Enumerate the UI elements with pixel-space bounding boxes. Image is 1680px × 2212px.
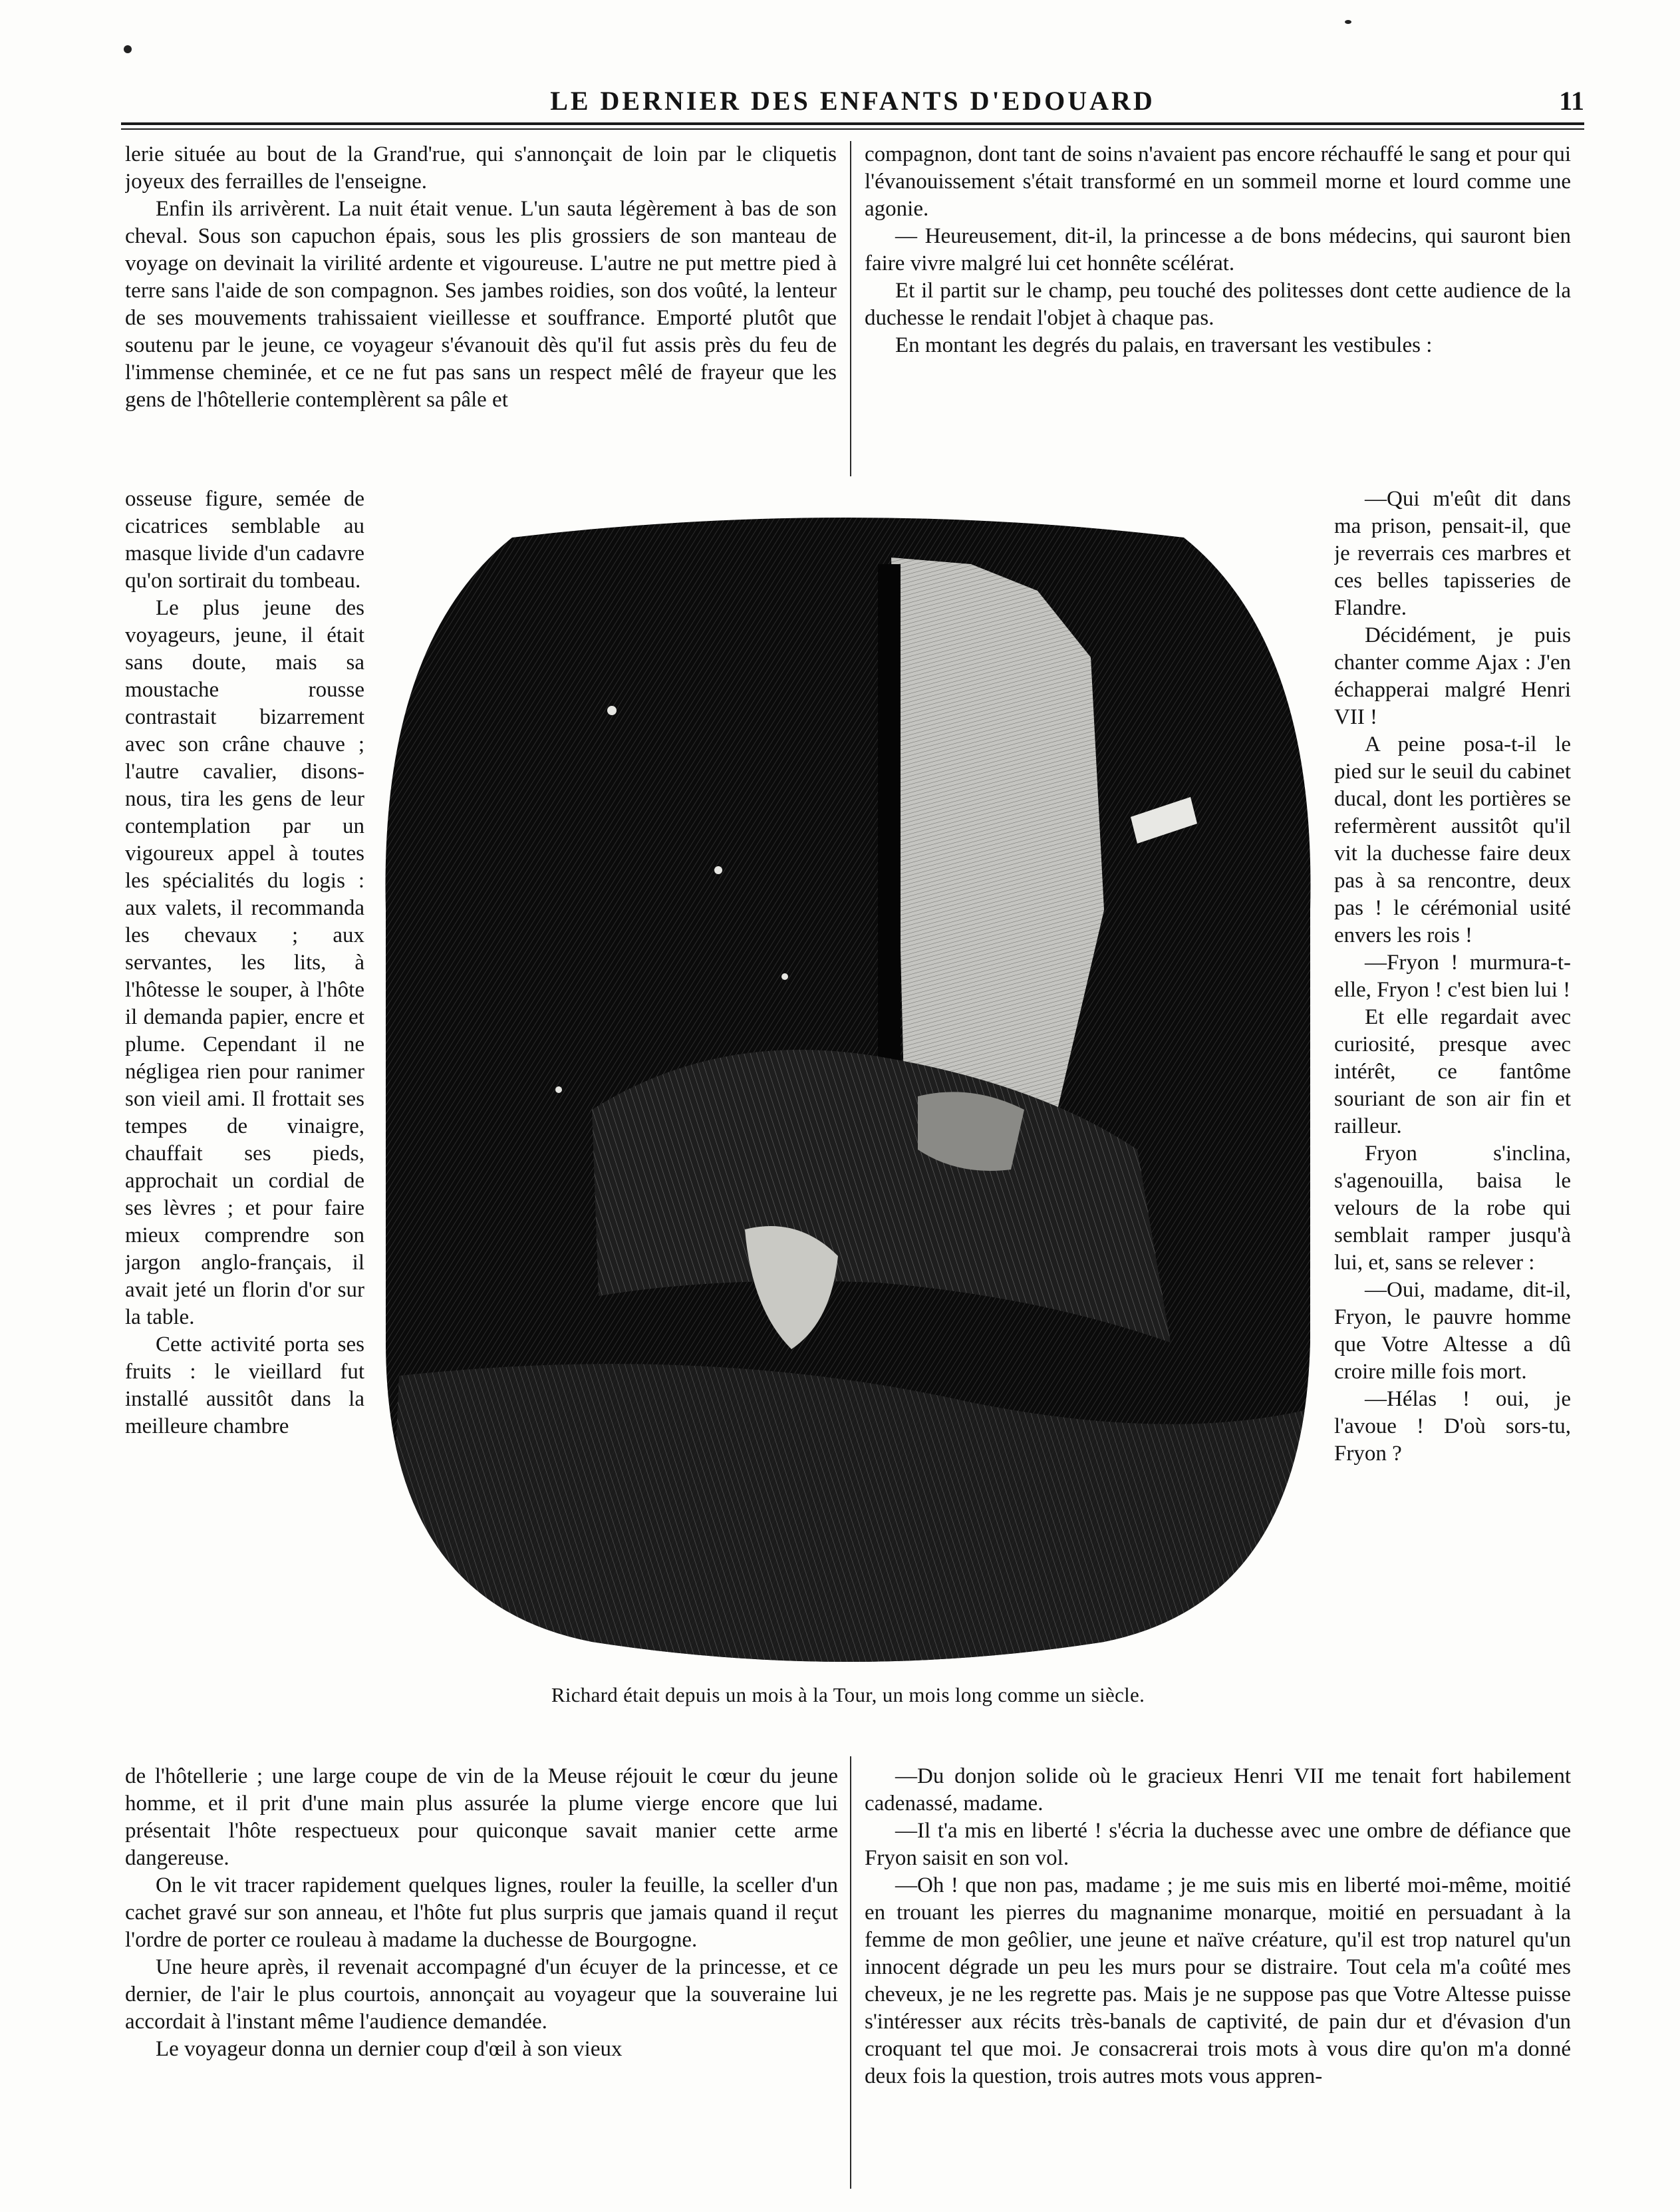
paragraph: Cette activité porta ses fruits : le vieillard fut installé aussitôt dans la meilleure chambre bbox=[125, 1333, 364, 1438]
paragraph: En montant les degrés du palais, en traversant les vestibules : bbox=[895, 333, 1433, 357]
paragraph: —Hélas ! oui, je l'avoue ! D'où sors-tu, Fryon ? bbox=[1334, 1387, 1571, 1466]
engraving-detail bbox=[555, 1086, 562, 1093]
paragraph: —Oh ! que non pas, madame ; je me suis mis en liberté moi-même, moitié en trouant les pierres du magnanime monarque, moitié en persuadant à la femme de mon geôlier, une jeune et naïve créature, qu'il est trop naturel qu'un innocent dégrade un peu les murs pour se distraire. Tout cela m'a coûté mes cheveux, je ne les regrette pas. Mais je ne suppose pas que Votre Altesse puisse s'intéresser aux récits très-banals de captivité, de pain dur et d'évasion d'un croquant tel que moi. Je consacrerai trois mots à vous dire qu'on m'a donné deux fois la question, trois autres mots vous appren- bbox=[865, 1873, 1571, 2088]
paragraph: osseuse figure, semée de cicatrices semblable au masque livide d'un cadavre qu'on sortirait du tombeau. bbox=[125, 487, 364, 593]
paragraph: lerie située au bout de la Grand'rue, qui s'annonçait de loin par le cliquetis joyeux des ferrailles de l'enseigne. bbox=[125, 142, 837, 194]
column-top-right bbox=[865, 141, 1571, 484]
window-frame bbox=[878, 564, 901, 1136]
paragraph: — Heureusement, dit-il, la princesse a de bons médecins, qui sauront bien faire vivre malgré lui cet honnête scélérat. bbox=[865, 224, 1571, 275]
header-rule bbox=[121, 122, 1584, 125]
paragraph: —Du donjon solide où le gracieux Henri VII me tenait fort habilement cadenassé, madame. bbox=[865, 1764, 1571, 1816]
paragraph: —Qui m'eût dit dans ma prison, pensait-il, que je reverrais ces marbres et ces belles tapisseries de Flandre. bbox=[1334, 487, 1571, 620]
paragraph: Enfin ils arrivèrent. La nuit était venue. L'un sauta légèrement à bas de son cheval. Sous son capuchon épais, sous les plis grossiers de son manteau de voyage on devinait la virilité ardente et vigoureuse. L'autre ne put mettre pied à terre sans l'aide de son compagnon. Ses jambes roidies, son dos voûté, la lenteur de ses mouvements trahissaient vieillesse et souffrance. Emporté plutôt que soutenu par le jeune, ce voyageur s'évanouit dès qu'il fut assis près du feu de l'immense cheminée, et ce ne fut pas sans un respect mêlé de frayeur que les gens de l'hôtellerie contemplèrent sa pâle et bbox=[125, 197, 837, 412]
engraving-detail bbox=[714, 866, 722, 874]
paragraph: de l'hôtellerie ; une large coupe de vin de la Meuse réjouit le cœur du jeune homme, et il prit d'une main plus assurée la plume vierge encore que lui présentait l'hôte respectueux pour quiconque savait manier cette arme dangereuse. bbox=[125, 1764, 838, 1870]
paragraph: On le vit tracer rapidement quelques lignes, rouler la feuille, la sceller d'un cachet gravé sur son anneau, et l'hôte fut plus surpris que jamais quand il reçut l'ordre de porter ce rouleau à madame la duchesse de Bourgogne. bbox=[125, 1873, 838, 1952]
page-header bbox=[121, 80, 1584, 120]
paragraph: compagnon, dont tant de soins n'avaient pas encore réchauffé le sang et pour qui l'évanouissement s'était transformé en un sommeil morne et lourd comme une agonie. bbox=[865, 142, 1571, 221]
paragraph: Le voyageur donna un dernier coup d'œil à son vieux bbox=[156, 2037, 623, 2061]
column-bottom-right bbox=[865, 1763, 1571, 2195]
column-right-narrow bbox=[1334, 486, 1571, 1763]
engraving-illustration bbox=[372, 511, 1324, 1672]
paragraph: Décidément, je puis chanter comme Ajax : J'en échapperai malgré Henri VII ! bbox=[1334, 623, 1571, 729]
header-rule bbox=[121, 128, 1584, 130]
engraving-detail bbox=[607, 706, 617, 715]
column-bottom-left bbox=[125, 1763, 838, 2195]
column-top-left bbox=[125, 141, 837, 484]
illustration-caption: Richard était depuis un mois à la Tour, un mois long comme un siècle. bbox=[551, 1683, 1145, 1706]
page-number: 11 bbox=[1559, 86, 1584, 116]
running-title: LE DERNIER DES ENFANTS D'EDOUARD bbox=[550, 86, 1155, 116]
paragraph: Fryon s'inclina, s'agenouilla, baisa le velours de la robe qui semblait ramper jusqu'à lui, et, sans se relever : bbox=[1334, 1142, 1571, 1275]
column-separator bbox=[850, 1756, 851, 2189]
paragraph: Et il partit sur le champ, peu touché des politesses dont cette audience de la duchesse le rendait l'objet à chaque pas. bbox=[865, 279, 1571, 330]
paragraph: —Oui, madame, dit-il, Fryon, le pauvre homme que Votre Altesse a dû croire mille fois mort. bbox=[1334, 1278, 1571, 1384]
paragraph: —Il t'a mis en liberté ! s'écria la duchesse avec une ombre de défiance que Fryon saisit en son vol. bbox=[865, 1819, 1571, 1870]
paragraph: Une heure après, il revenait accompagné d'un écuyer de la princesse, et ce dernier, de l'air le plus courtois, annonçait au voyageur que la souveraine lui accordait à l'instant même l'audience demandée. bbox=[125, 1955, 838, 2034]
paragraph: Le plus jeune des voyageurs, jeune, il était sans doute, mais sa moustache rousse contrastait bizarrement avec son crâne chauve ; l'autre cavalier, disons-nous, tira les gens de leur contemplation par un vigoureux appel à toutes les spécialités du logis : aux valets, il recommanda les chevaux ; aux servantes, les lits, à l'hôtesse le souper, à l'hôte il demanda papier, encre et plume. Cependant il ne négligea rien pour ranimer son vieil ami. Il frottait ses tempes de vinaigre, chauffait ses pieds, approchait un cordial de ses lèvres ; et pour faire mieux comprendre son jargon anglo-français, il avait jeté un florin d'or sur la table. bbox=[125, 596, 364, 1329]
paragraph: Et elle regardait avec curiosité, presque avec intérêt, ce fantôme souriant de son air fin et railleur. bbox=[1334, 1005, 1571, 1138]
paragraph: —Fryon ! murmura-t-elle, Fryon ! c'est bien lui ! bbox=[1334, 951, 1571, 1002]
engraving-detail bbox=[781, 973, 788, 980]
print-speck bbox=[124, 45, 132, 53]
paragraph: A peine posa-t-il le pied sur le seuil du cabinet ducal, dont les portières se refermèrent aussitôt qu'il vit la duchesse faire deux pas à sa rencontre, deux pas ! le cérémonial usité envers les rois ! bbox=[1334, 732, 1571, 947]
column-separator bbox=[850, 141, 851, 476]
print-speck bbox=[1345, 20, 1351, 24]
column-left-narrow bbox=[125, 486, 364, 1763]
